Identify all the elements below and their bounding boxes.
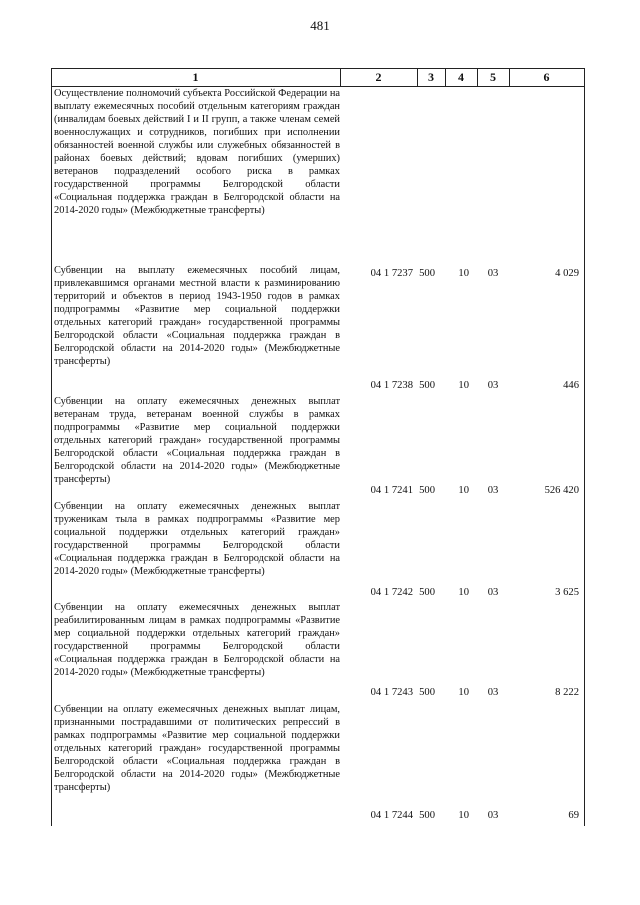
row-col-4: 10 — [458, 687, 469, 698]
row-amount: 4 029 — [555, 268, 579, 279]
row-amount: 8 222 — [555, 687, 579, 698]
row-amount: 446 — [563, 380, 579, 391]
row-description: Субвенции на оплату ежемесячных денежных выплат ветеранам труда, ветеранам военной службы в рамках подпрограммы «Развитие мер социальной поддержки отдельных категорий граждан» государственной программы Белгородской области «Социальная поддержка граждан в Белгородской области на 2014-2020 годы» (Межбюджетные трансферты) — [54, 396, 340, 486]
row-col-4: 10 — [458, 485, 469, 496]
header-col-3: 3 — [428, 70, 434, 84]
row-col-4: 10 — [458, 810, 469, 821]
row-description: Субвенции на оплату ежемесячных денежных выплат реабилитированным лицам в рамках подпрограммы «Развитие мер социальной поддержки отдельных категорий граждан» государственной программы Белгородской области «Социальная поддержка граждан в Белгородской области на 2014-2020 годы» (Межбюджетные трансферты) — [54, 602, 340, 679]
row-col-4: 10 — [458, 380, 469, 391]
row-code: 04 1 7237 — [370, 268, 413, 279]
row-col-5: 03 — [487, 380, 499, 391]
row-description: Субвенции на оплату ежемесячных денежных выплат лицам, признанными пострадавшими от политических репрессий в рамках подпрограммы «Развитие мер социальной поддержки отдельных категорий граждан» государственной программы Белгородской области «Социальная поддержка граждан в Белгородской области на 2014-2020 годы» (Межбюджетные трансферты) — [54, 704, 340, 794]
row-amount: 3 625 — [555, 587, 579, 598]
row-col-3: 500 — [419, 810, 435, 821]
row-col-5: 03 — [487, 810, 499, 821]
row-description: Субвенции на выплату ежемесячных пособий лицам, привлекавшимся органами местной власти к разминированию территорий и объектов в период 1943-1950 годов в рамках подпрограммы «Развитие мер социальной поддержки отдельных категорий граждан» государственной программы Белгородской области «Социальная поддержка граждан в Белгородской области на 2014-2020 годы» (Межбюджетные трансферты) — [54, 265, 340, 368]
row-code: 04 1 7242 — [370, 587, 413, 598]
row-description: Субвенции на оплату ежемесячных денежных выплат труженикам тыла в рамках подпрограммы «Развитие мер социальной поддержки отдельных категорий граждан» государственной программы Белгородской области «Социальная поддержка граждан в Белгородской области на 2014-2020 годы» (Межбюджетные трансферты) — [54, 501, 340, 578]
row-col-3: 500 — [419, 687, 435, 698]
row-col-4: 10 — [458, 587, 469, 598]
row-col-5: 03 — [487, 587, 499, 598]
row-col-5: 03 — [487, 485, 499, 496]
row-col-5: 03 — [487, 268, 499, 279]
header-col-1: 1 — [192, 70, 199, 84]
row-col-5: 03 — [487, 687, 499, 698]
row-col-4: 10 — [458, 268, 469, 279]
budget-table — [51, 68, 584, 826]
header-col-4: 4 — [458, 70, 464, 84]
row-amount: 526 420 — [544, 485, 579, 496]
row-code: 04 1 7238 — [370, 380, 413, 391]
row-amount: 69 — [568, 810, 579, 821]
row-col-3: 500 — [419, 485, 435, 496]
row-code: 04 1 7243 — [370, 687, 413, 698]
row-code: 04 1 7244 — [370, 810, 413, 821]
row-col-3: 500 — [419, 268, 435, 279]
row-description: Осуществление полномочий субъекта Российской Федерации на выплату ежемесячных пособий отдельным категориям граждан (инвалидам боевых действий I и II групп, а также членам семей военнослужащих и сотрудников, погибших при исполнении обязанностей военной службы или служебных обязанностей в районах боевых действий; вдовам погибших (умерших) ветеранов подразделений особого риска в рамках государственной программы Белгородской области «Социальная поддержка граждан в Белгородской области на 2014-2020 годы» (Межбюджетные трансферты) — [54, 88, 340, 217]
row-code: 04 1 7241 — [370, 485, 413, 496]
row-col-3: 500 — [419, 587, 435, 598]
page-number: 481 — [310, 18, 330, 33]
header-col-2: 2 — [375, 70, 382, 84]
row-col-3: 500 — [419, 380, 435, 391]
header-col-6: 6 — [543, 70, 550, 84]
header-col-5: 5 — [490, 70, 496, 84]
